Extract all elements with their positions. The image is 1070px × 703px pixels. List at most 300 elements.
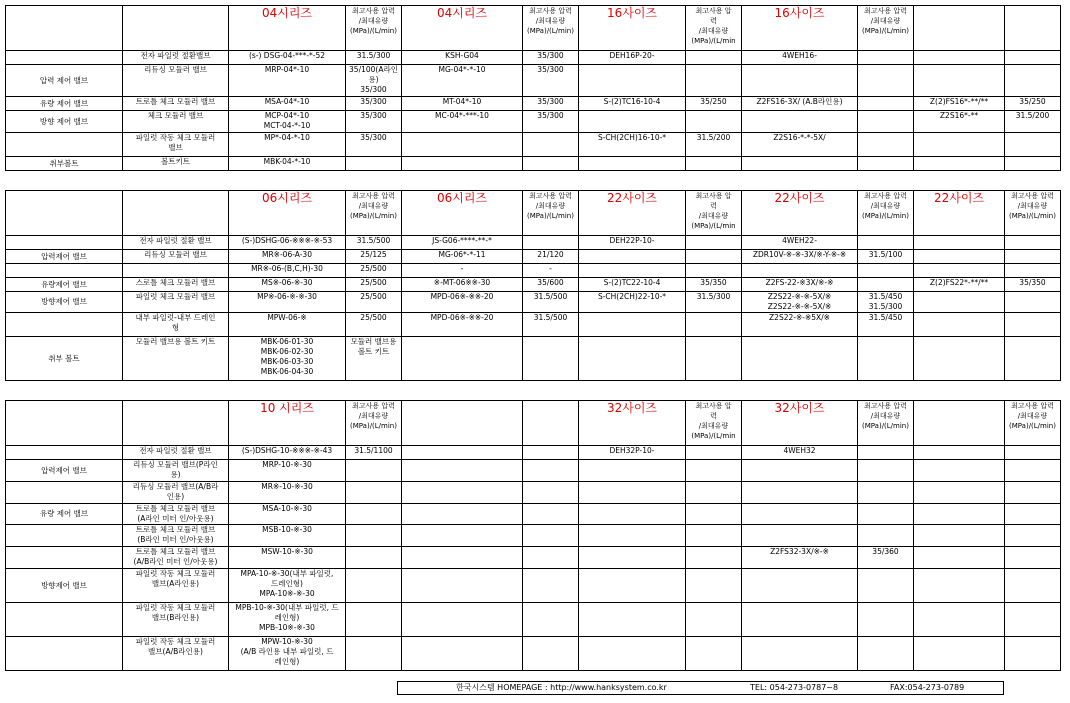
unit-header: 최고사용 압력 /최대유량 (MPa)/(L/min) xyxy=(1005,191,1061,236)
table-cell: 4WEH32 xyxy=(742,446,858,460)
unit-header: 최고사용 압력 /최대유량 (MPa)/(L/min) xyxy=(858,191,914,236)
table-cell xyxy=(686,51,742,65)
table-cell: Z2FS32-3X/※-※ xyxy=(742,547,858,569)
table-cell xyxy=(1005,547,1061,569)
category-cell xyxy=(6,603,123,637)
table-cell xyxy=(742,525,858,547)
section-06-body xyxy=(6,236,1061,381)
table-cell: S-CH(2CH)22-10-* xyxy=(579,292,686,313)
table-cell: 25/500 xyxy=(346,264,402,278)
table-cell xyxy=(858,460,914,482)
table-cell xyxy=(1005,504,1061,525)
table-row xyxy=(6,250,1061,264)
table-cell xyxy=(742,65,858,97)
table-cell: 35/300 xyxy=(346,97,402,111)
table-cell: MRP-10-※-30 xyxy=(229,460,346,482)
table-cell xyxy=(1005,460,1061,482)
category-cell xyxy=(6,133,123,157)
table-cell: 35/300 xyxy=(346,111,402,133)
table-cell: 35/300 xyxy=(523,51,579,65)
valve-type-cell: 내부 파일럿-내부 드레인 형 xyxy=(123,313,229,337)
header-blank xyxy=(123,6,229,51)
category-cell: 압력제어 밸브 xyxy=(6,460,123,482)
table-cell xyxy=(346,547,402,569)
table-cell: 25/500 xyxy=(346,278,402,292)
header-blank xyxy=(123,401,229,446)
category-cell: 유량 제어 밸브 xyxy=(6,97,123,111)
table-cell xyxy=(1005,337,1061,381)
table-cell xyxy=(1005,569,1061,603)
table-cell xyxy=(1005,236,1061,250)
table-row xyxy=(6,97,1061,111)
table-cell xyxy=(686,603,742,637)
table-cell: MCP-04*-10 MCT-04-*-10 xyxy=(229,111,346,133)
table-row xyxy=(6,637,1061,671)
category-cell xyxy=(6,482,123,504)
table-cell xyxy=(579,111,686,133)
section-10-series-table xyxy=(5,400,1061,671)
section-10-body xyxy=(6,446,1061,671)
table-cell xyxy=(402,446,523,460)
table-cell xyxy=(914,157,1005,171)
table-cell: ※-MT-06※※-30 xyxy=(402,278,523,292)
series-header: 10 시리즈 xyxy=(229,401,346,446)
table-cell xyxy=(914,65,1005,97)
table-cell: 31.5/100 xyxy=(858,250,914,264)
table-cell xyxy=(686,637,742,671)
table-cell xyxy=(742,111,858,133)
table-cell: 35/300 xyxy=(523,65,579,97)
unit-header: 최고사용 압력 /최대유량 (MPa)/(L/min) xyxy=(858,6,914,51)
table-cell xyxy=(858,603,914,637)
table-cell: 31.5/200 xyxy=(1005,111,1061,133)
section-06-series-table xyxy=(5,190,1061,381)
table-cell xyxy=(346,637,402,671)
table-cell xyxy=(523,337,579,381)
size-header: 32사이즈 xyxy=(742,401,858,446)
table-cell: 35/300 xyxy=(523,97,579,111)
valve-type-cell: 파일럿 작동 체크 모듈러 밸브(A라인용) xyxy=(123,569,229,603)
table-cell: JS-G06-****-**-* xyxy=(402,236,523,250)
table-cell: 31.5/300 xyxy=(346,51,402,65)
valve-type-cell: 전자 파일럿 절환밸브 xyxy=(123,51,229,65)
table-cell xyxy=(914,51,1005,65)
table-cell xyxy=(686,250,742,264)
table-cell: (S-)DSHG-10-※※※-※-43 xyxy=(229,446,346,460)
category-cell xyxy=(6,51,123,65)
table-cell xyxy=(686,547,742,569)
table-cell xyxy=(346,460,402,482)
valve-type-cell: 리듀싱 모듈러 밸브(P라인 용) xyxy=(123,460,229,482)
table-cell xyxy=(914,292,1005,313)
table-cell xyxy=(686,525,742,547)
header-blank xyxy=(914,401,1005,446)
table-cell xyxy=(686,460,742,482)
table-row xyxy=(6,111,1061,133)
table-cell xyxy=(914,264,1005,278)
header-blank xyxy=(402,401,523,446)
header-row xyxy=(6,401,1061,446)
table-cell xyxy=(686,157,742,171)
header-blank xyxy=(123,191,229,236)
unit-header: 최고사용 압 력 /최대유량 (MPa)/(L/min xyxy=(686,401,742,446)
section-04-body xyxy=(6,51,1061,171)
series-header: 04시리즈 xyxy=(402,6,523,51)
table-cell xyxy=(742,569,858,603)
header-blank xyxy=(1005,6,1061,51)
table-cell xyxy=(1005,157,1061,171)
category-cell: 취부 볼트 xyxy=(6,337,123,381)
table-cell xyxy=(742,337,858,381)
table-cell xyxy=(914,313,1005,337)
size-header: 32사이즈 xyxy=(579,401,686,446)
header-row xyxy=(6,191,1061,236)
table-row xyxy=(6,547,1061,569)
table-cell xyxy=(346,482,402,504)
table-cell xyxy=(346,157,402,171)
table-cell xyxy=(858,569,914,603)
table-cell: DEH22P-10- xyxy=(579,236,686,250)
table-cell xyxy=(402,569,523,603)
table-cell xyxy=(1005,603,1061,637)
valve-type-cell: 리듀싱 모듈러 밸브 xyxy=(123,250,229,264)
unit-header: 최고사용 압력 /최대유량 (MPa)/(L/min) xyxy=(523,6,579,51)
table-cell xyxy=(523,236,579,250)
table-cell: MPD-06※-※※-20 xyxy=(402,313,523,337)
table-cell: 25/500 xyxy=(346,313,402,337)
table-cell xyxy=(742,482,858,504)
table-cell xyxy=(523,569,579,603)
table-row xyxy=(6,482,1061,504)
valve-type-cell: 모듈러 밸브용 볼트 키트 xyxy=(123,337,229,381)
table-cell xyxy=(858,504,914,525)
table-cell: MPW-10-※-30 (A/B 라인용 내부 파일럿, 드 레인형) xyxy=(229,637,346,671)
table-cell: MSB-10-※-30 xyxy=(229,525,346,547)
table-cell xyxy=(858,278,914,292)
table-cell xyxy=(523,482,579,504)
series-header: 04시리즈 xyxy=(229,6,346,51)
table-cell xyxy=(686,482,742,504)
table-cell: 31.5/500 xyxy=(346,236,402,250)
table-cell: MC-04*-***-10 xyxy=(402,111,523,133)
table-cell xyxy=(402,603,523,637)
table-cell xyxy=(914,603,1005,637)
table-cell: 21/120 xyxy=(523,250,579,264)
table-cell xyxy=(402,525,523,547)
header-blank xyxy=(6,401,123,446)
valve-type-cell: 트로틀 체크 모듈러 밸브 (A/B라인 미터 인/아웃용) xyxy=(123,547,229,569)
table-cell xyxy=(523,157,579,171)
table-cell: S-(2)TC16-10-4 xyxy=(579,97,686,111)
table-cell: MBK-06-01-30 MBK-06-02-30 MBK-06-03-30 MBK-06-04-30 xyxy=(229,337,346,381)
table-cell xyxy=(579,65,686,97)
table-cell xyxy=(579,637,686,671)
table-row xyxy=(6,603,1061,637)
table-cell: 31.5/500 xyxy=(523,313,579,337)
table-cell xyxy=(402,637,523,671)
table-cell xyxy=(1005,292,1061,313)
table-cell: MT-04*-10 xyxy=(402,97,523,111)
table-cell xyxy=(1005,65,1061,97)
table-cell: S-(2)TC22-10-4 xyxy=(579,278,686,292)
table-cell: MG-04*-*-10 xyxy=(402,65,523,97)
table-cell xyxy=(686,569,742,603)
category-cell xyxy=(6,236,123,250)
size-header: 22사이즈 xyxy=(914,191,1005,236)
table-cell xyxy=(1005,264,1061,278)
table-row xyxy=(6,51,1061,65)
table-cell xyxy=(914,337,1005,381)
header-blank xyxy=(914,6,1005,51)
category-cell xyxy=(6,264,123,278)
series-header: 06시리즈 xyxy=(402,191,523,236)
table-cell: Z2S22-※-※5X/※ xyxy=(742,313,858,337)
table-cell: MPA-10-※-30(내부 파일럿, 드레인형) MPA-10※-※-30 xyxy=(229,569,346,603)
table-cell: - xyxy=(523,264,579,278)
footer-tel: TEL: 054-273-0787~8 xyxy=(750,683,839,692)
valve-type-cell: 파일럿 작동 체크 모듈러 밸브 xyxy=(123,133,229,157)
header-blank xyxy=(6,191,123,236)
table-cell xyxy=(686,264,742,278)
table-cell: MP※-06-※-※-30 xyxy=(229,292,346,313)
table-cell xyxy=(579,525,686,547)
table-row xyxy=(6,460,1061,482)
table-row xyxy=(6,337,1061,381)
table-cell: 35/300 xyxy=(523,111,579,133)
table-cell xyxy=(1005,482,1061,504)
table-cell xyxy=(914,482,1005,504)
table-cell xyxy=(523,547,579,569)
size-header: 22사이즈 xyxy=(742,191,858,236)
footer-bar xyxy=(397,681,1004,695)
table-cell: MSW-10-※-30 xyxy=(229,547,346,569)
table-cell: MBK-04-*-10 xyxy=(229,157,346,171)
table-cell xyxy=(523,603,579,637)
table-cell: (S-)DSHG-06-※※※-※-53 xyxy=(229,236,346,250)
table-row xyxy=(6,264,1061,278)
table-cell xyxy=(858,65,914,97)
table-cell xyxy=(402,504,523,525)
valve-type-cell: 트로틀 체크 모듈러 밸브 xyxy=(123,97,229,111)
table-cell: 25/125 xyxy=(346,250,402,264)
table-cell: 4WEH16- xyxy=(742,51,858,65)
table-cell: 31.5/200 xyxy=(686,133,742,157)
table-cell xyxy=(523,133,579,157)
table-cell: 35/350 xyxy=(686,278,742,292)
table-cell xyxy=(858,51,914,65)
table-cell xyxy=(346,569,402,603)
table-cell xyxy=(686,111,742,133)
table-cell: 4WEH22- xyxy=(742,236,858,250)
table-cell xyxy=(579,482,686,504)
valve-type-cell: 스로틀 체크 모듈러 밸브 xyxy=(123,278,229,292)
table-cell: 31.5/1100 xyxy=(346,446,402,460)
table-cell: 35/300 xyxy=(346,133,402,157)
table-row xyxy=(6,504,1061,525)
table-cell xyxy=(579,547,686,569)
table-cell xyxy=(579,250,686,264)
table-cell: DEH16P-20- xyxy=(579,51,686,65)
category-cell: 취부볼트 xyxy=(6,157,123,171)
table-cell xyxy=(914,637,1005,671)
table-cell xyxy=(686,504,742,525)
table-cell xyxy=(346,525,402,547)
table-cell xyxy=(858,482,914,504)
table-cell xyxy=(1005,313,1061,337)
table-cell: MP*-04-*-10 xyxy=(229,133,346,157)
table-cell xyxy=(579,313,686,337)
table-cell xyxy=(914,525,1005,547)
header-row xyxy=(6,6,1061,51)
table-cell xyxy=(686,65,742,97)
table-cell xyxy=(858,111,914,133)
table-cell xyxy=(914,446,1005,460)
category-cell: 압력 제어 밸브 xyxy=(6,65,123,97)
table-cell: 31.5/450 31.5/300 xyxy=(858,292,914,313)
table-cell xyxy=(402,133,523,157)
unit-header: 최고사용 압력 /최대유량 (MPa)/(L/min) xyxy=(346,191,402,236)
table-cell xyxy=(1005,525,1061,547)
table-cell: Z(2)FS16*-**/** xyxy=(914,97,1005,111)
table-cell xyxy=(579,603,686,637)
valve-type-cell: 트로틀 체크 모듈러 밸브 (B라인 미터 인/아웃용) xyxy=(123,525,229,547)
table-cell: S-CH(2CH)16-10-* xyxy=(579,133,686,157)
category-cell xyxy=(6,525,123,547)
table-cell: 25/500 xyxy=(346,292,402,313)
table-cell xyxy=(742,603,858,637)
valve-type-cell: 파일럿 작동 체크 모듈러 밸브(A/B라인용) xyxy=(123,637,229,671)
table-cell xyxy=(402,337,523,381)
table-cell xyxy=(523,504,579,525)
unit-header: 최고사용 압 력 /최대유량 (MPa)/(L/min xyxy=(686,6,742,51)
size-header: 16사이즈 xyxy=(579,6,686,51)
table-cell xyxy=(858,264,914,278)
table-cell xyxy=(686,236,742,250)
category-cell: 유량제어 밸브 xyxy=(6,278,123,292)
unit-header: 최고사용 압력 /최대유량 (MPa)/(L/min) xyxy=(346,6,402,51)
table-cell: 35/600 xyxy=(523,278,579,292)
table-cell xyxy=(858,337,914,381)
category-cell: 방향 제어 밸브 xyxy=(6,111,123,133)
table-cell xyxy=(914,569,1005,603)
table-cell xyxy=(346,504,402,525)
table-cell: 35/360 xyxy=(858,547,914,569)
category-cell xyxy=(6,547,123,569)
table-cell xyxy=(579,264,686,278)
table-cell xyxy=(858,133,914,157)
table-cell: MG-06*-*-11 xyxy=(402,250,523,264)
header-blank xyxy=(523,401,579,446)
table-cell: MSA-10-※-30 xyxy=(229,504,346,525)
table-cell xyxy=(579,337,686,381)
unit-header: 최고사용 압력 /최대유량 (MPa)/(L/min) xyxy=(858,401,914,446)
series-header: 06시리즈 xyxy=(229,191,346,236)
table-cell xyxy=(858,637,914,671)
table-cell: - xyxy=(402,264,523,278)
table-cell: 35/350 xyxy=(1005,278,1061,292)
category-cell: 방향제어 밸브 xyxy=(6,569,123,603)
section-04-series-table xyxy=(5,5,1061,171)
table-cell: Z2FS-22-※3X/※-※ xyxy=(742,278,858,292)
table-cell: (s-) DSG-04-***-*-52 xyxy=(229,51,346,65)
valve-type-cell: 파일럿 작동 체크 모듈러 밸브(B라인용) xyxy=(123,603,229,637)
table-cell xyxy=(579,157,686,171)
category-cell: 방향제어 밸브 xyxy=(6,292,123,313)
table-cell: Z2S22-※-※-5X/※ Z2S22-※-※-5X/※ xyxy=(742,292,858,313)
table-cell xyxy=(914,133,1005,157)
table-cell xyxy=(523,525,579,547)
table-cell xyxy=(1005,250,1061,264)
table-cell xyxy=(346,603,402,637)
table-cell: 31.5/500 xyxy=(523,292,579,313)
table-cell xyxy=(686,446,742,460)
footer-fax: FAX:054-273-0789 xyxy=(890,683,965,692)
table-row xyxy=(6,446,1061,460)
table-cell xyxy=(402,547,523,569)
table-cell: Z(2)FS22*-**/** xyxy=(914,278,1005,292)
table-cell: 35/250 xyxy=(686,97,742,111)
valve-type-cell xyxy=(123,264,229,278)
table-cell: MPW-06-※ xyxy=(229,313,346,337)
category-cell: 압력제어 밸브 xyxy=(6,250,123,264)
table-cell xyxy=(579,460,686,482)
valve-type-cell: 전자 파일럿 절환 밸브 xyxy=(123,236,229,250)
table-cell: MR※-10-※-30 xyxy=(229,482,346,504)
footer-homepage: 한국시스템 HOMEPAGE : http://www.hanksystem.co.kr xyxy=(456,683,667,692)
valve-type-cell: 리듀싱 모듈러 밸브(A/B라 인용) xyxy=(123,482,229,504)
table-cell: 31.5/450 xyxy=(858,313,914,337)
category-cell: 유량 제어 밸브 xyxy=(6,504,123,525)
table-cell xyxy=(579,504,686,525)
table-cell xyxy=(742,264,858,278)
category-cell xyxy=(6,313,123,337)
table-cell xyxy=(523,637,579,671)
table-cell xyxy=(914,547,1005,569)
table-cell xyxy=(742,637,858,671)
table-cell xyxy=(523,446,579,460)
table-row xyxy=(6,525,1061,547)
table-cell xyxy=(523,460,579,482)
size-header: 16사이즈 xyxy=(742,6,858,51)
table-cell xyxy=(914,504,1005,525)
table-cell xyxy=(858,236,914,250)
table-cell xyxy=(914,236,1005,250)
table-cell xyxy=(858,97,914,111)
unit-header: 최고사용 압력 /최대유량 (MPa)/(L/min) xyxy=(523,191,579,236)
table-cell: MR※-06-A-30 xyxy=(229,250,346,264)
table-cell xyxy=(686,337,742,381)
valve-type-cell: 체크 모듈러 밸브 xyxy=(123,111,229,133)
table-row xyxy=(6,65,1061,97)
table-cell: 31.5/300 xyxy=(686,292,742,313)
table-cell xyxy=(858,157,914,171)
table-cell: DEH32P-10- xyxy=(579,446,686,460)
category-cell xyxy=(6,637,123,671)
table-cell xyxy=(402,482,523,504)
table-cell xyxy=(914,250,1005,264)
table-cell: MPD-06※-※※-20 xyxy=(402,292,523,313)
table-cell: MRP-04*-10 xyxy=(229,65,346,97)
table-cell xyxy=(579,569,686,603)
table-cell xyxy=(686,313,742,337)
table-row xyxy=(6,278,1061,292)
table-cell xyxy=(742,504,858,525)
table-cell: ZDR10V-※-※-3X/※-Y-※-※ xyxy=(742,250,858,264)
table-cell: 35/100(A라인 용) 35/300 xyxy=(346,65,402,97)
valve-type-cell: 볼트키트 xyxy=(123,157,229,171)
table-cell xyxy=(914,460,1005,482)
table-cell: 모듈러 밸브용 볼트 키트 xyxy=(346,337,402,381)
